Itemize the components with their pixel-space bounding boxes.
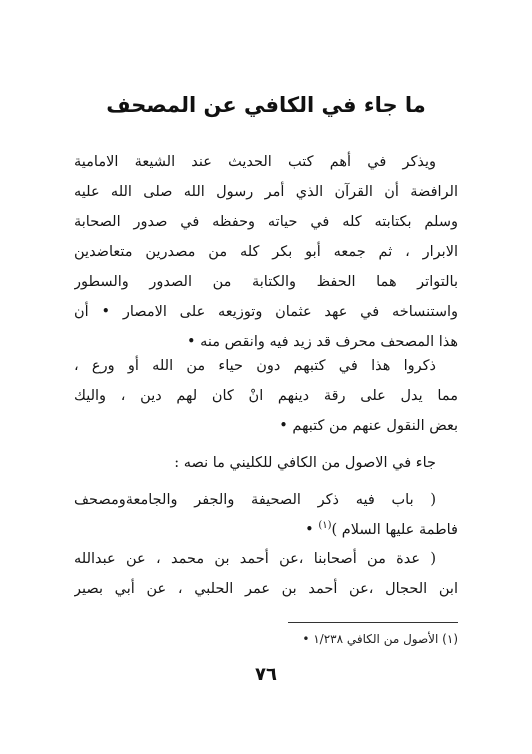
text-line: الرافضة أن القرآن الذي أمر رسول الله صلى الله عليه [74,184,458,200]
text-line: جاء في الاصول من الكافي للكليني ما نصه : [174,455,436,471]
quote-tail: • [305,522,319,538]
footnote-separator [288,622,458,623]
text-line: ذكروا هذا في كتبهم دون حياء من الله أو ورع ، [74,358,436,374]
paragraph-critique [74,351,458,441]
quote-narration-chain [74,544,458,604]
paragraph-intro [74,147,458,357]
text-line: ابن الحجال ،عن أحمد بن عمر الحلبي ، عن أبي بصير [74,581,458,597]
text-line: ( باب فيه ذكر الصحيفة والجفر والجامعةومصحف [74,492,436,508]
text-line: ( عدة من أصحابنا ،عن أحمد بن محمد ، عن عبدالله [74,551,436,567]
text-line [74,515,458,545]
quote-chapter-heading [74,485,458,545]
text-line: ويذكر في أهم كتب الحديث عند الشيعة الامامية [74,154,436,170]
text-line: بعض النقول عنهم من كتبهم • [279,418,458,434]
text-line: بالتواتر هما الحفظ والكتابة من الصدور والسطور [74,274,458,290]
text-line: وسلم بكتابته كله في حياته وحفظه في صدور الصحابة [74,214,458,230]
text-line: واستنساخه في عهد عثمان وتوزيعه على الامصار • أن [74,304,458,320]
page-number: ٧٦ [255,664,277,685]
text-line: مما يدل على رقة دينهم انْ كان لهم دين ، واليك [74,388,458,404]
footnote: (١) الأصول من الكافي ١/٢٣٨ • [302,632,458,646]
paragraph-source-intro [74,448,458,478]
text-line: هذا المصحف محرف قد زيد فيه وانقص منه • [187,334,458,350]
footnote-marker: (١) [318,520,332,532]
quote-text: فاطمة عليها السلام ) [331,522,458,538]
text-line: الابرار ، ثم جمعه أبو بكر كله من مصدرين متعاضدين [74,244,458,260]
chapter-title: ما جاء في الكافي عن المصحف [106,93,426,117]
